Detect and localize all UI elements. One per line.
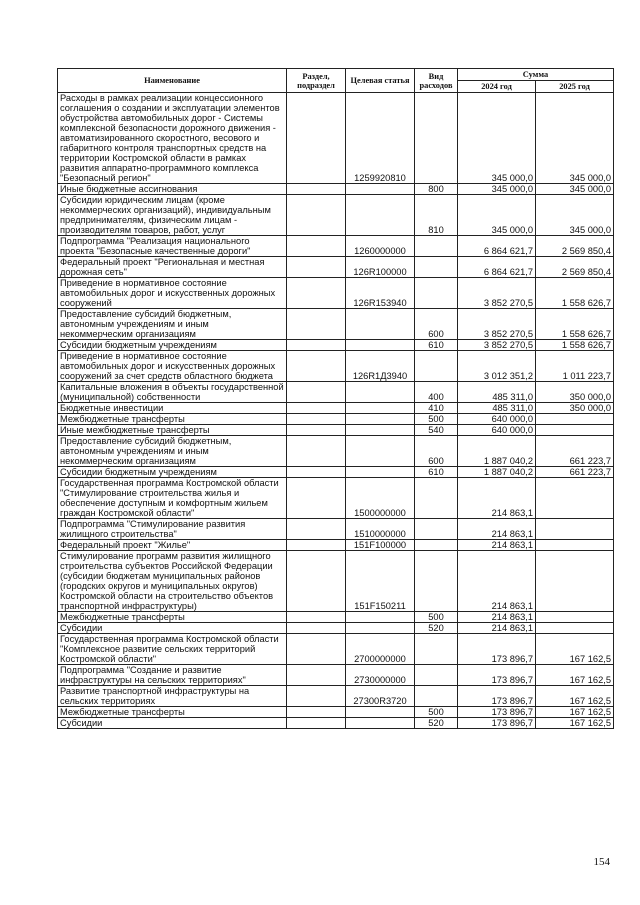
row-expense-type: 500 — [415, 612, 458, 623]
row-sum-2024: 214 863,1 — [458, 612, 536, 623]
table-row — [58, 340, 614, 351]
table-row — [58, 612, 614, 623]
row-sum-2024: 214 863,1 — [458, 623, 536, 634]
row-name: Межбюджетные трансферты — [58, 414, 287, 425]
table-header — [58, 69, 614, 93]
row-expense-type: 500 — [415, 414, 458, 425]
table-row — [58, 278, 614, 309]
row-target — [346, 403, 415, 414]
row-sum-2024: 214 863,1 — [458, 478, 536, 519]
row-name: Субсидии — [58, 718, 287, 729]
table-row — [58, 351, 614, 382]
row-name: Межбюджетные трансферты — [58, 707, 287, 718]
row-sum-2025: 1 558 626,7 — [536, 278, 614, 309]
row-target — [346, 382, 415, 403]
row-section — [287, 351, 346, 382]
row-sum-2025: 1 558 626,7 — [536, 340, 614, 351]
row-section — [287, 184, 346, 195]
row-section — [287, 467, 346, 478]
row-name: Бюджетные инвестиции — [58, 403, 287, 414]
table-row — [58, 686, 614, 707]
row-expense-type: 540 — [415, 425, 458, 436]
row-sum-2024: 3 852 270,5 — [458, 278, 536, 309]
row-name: Подпрограмма "Стимулирование развития жилищного строительства" — [58, 519, 287, 540]
row-target — [346, 425, 415, 436]
row-sum-2025: 345 000,0 — [536, 195, 614, 236]
row-target — [346, 340, 415, 351]
row-name: Подпрограмма "Создание и развитие инфраструктуры на сельских территориях" — [58, 665, 287, 686]
table-row — [58, 414, 614, 425]
row-target — [346, 707, 415, 718]
row-section — [287, 195, 346, 236]
row-section — [287, 686, 346, 707]
table-row — [58, 382, 614, 403]
row-sum-2024: 640 000,0 — [458, 414, 536, 425]
row-name: Субсидии юридическим лицам (кроме некоммерческих организаций), индивидуальным предпринимателям, физическим лицам - производителям товаров, работ, услуг — [58, 195, 287, 236]
row-expense-type: 410 — [415, 403, 458, 414]
row-sum-2025: 350 000,0 — [536, 382, 614, 403]
row-sum-2025: 167 162,5 — [536, 686, 614, 707]
row-expense-type: 810 — [415, 195, 458, 236]
table-row — [58, 478, 614, 519]
row-target — [346, 195, 415, 236]
row-expense-type — [415, 634, 458, 665]
row-sum-2024: 6 864 621,7 — [458, 257, 536, 278]
row-sum-2025: 1 011 223,7 — [536, 351, 614, 382]
row-section — [287, 634, 346, 665]
row-expense-type: 610 — [415, 340, 458, 351]
row-sum-2024: 173 896,7 — [458, 665, 536, 686]
row-section — [287, 519, 346, 540]
row-section — [287, 278, 346, 309]
row-section — [287, 718, 346, 729]
row-sum-2025: 2 569 850,4 — [536, 236, 614, 257]
row-target: 126R1Д3940 — [346, 351, 415, 382]
budget-table — [57, 68, 614, 729]
row-target: 2700000000 — [346, 634, 415, 665]
row-sum-2024: 173 896,7 — [458, 718, 536, 729]
row-target: 151F100000 — [346, 540, 415, 551]
row-target: 1510000000 — [346, 519, 415, 540]
row-target: 27300R3720 — [346, 686, 415, 707]
row-expense-type: 600 — [415, 309, 458, 340]
row-sum-2024: 3 012 351,2 — [458, 351, 536, 382]
row-target — [346, 184, 415, 195]
row-name: Иные межбюджетные трансферты — [58, 425, 287, 436]
header-year-2024: 2024 год — [458, 81, 536, 93]
row-target: 1259920810 — [346, 93, 415, 184]
header-target: Целевая статья — [346, 69, 415, 93]
table-row — [58, 425, 614, 436]
row-sum-2025 — [536, 414, 614, 425]
row-sum-2025: 167 162,5 — [536, 707, 614, 718]
row-sum-2024: 214 863,1 — [458, 551, 536, 612]
row-target: 126R100000 — [346, 257, 415, 278]
row-section — [287, 340, 346, 351]
row-target — [346, 623, 415, 634]
row-expense-type: 520 — [415, 718, 458, 729]
row-sum-2024: 6 864 621,7 — [458, 236, 536, 257]
row-expense-type — [415, 257, 458, 278]
row-name: Подпрограмма "Реализация национального проекта "Безопасные качественные дороги" — [58, 236, 287, 257]
row-sum-2025: 661 223,7 — [536, 467, 614, 478]
row-target — [346, 414, 415, 425]
row-section — [287, 707, 346, 718]
row-sum-2024: 3 852 270,5 — [458, 340, 536, 351]
table-row — [58, 634, 614, 665]
row-sum-2025: 345 000,0 — [536, 93, 614, 184]
header-year-2025: 2025 год — [536, 81, 614, 93]
row-section — [287, 403, 346, 414]
row-target — [346, 309, 415, 340]
row-expense-type — [415, 665, 458, 686]
row-name: Приведение в нормативное состояние автомобильных дорог и искусственных дорожных сооружений — [58, 278, 287, 309]
row-target: 126R153940 — [346, 278, 415, 309]
table-row — [58, 257, 614, 278]
table-row — [58, 309, 614, 340]
row-target: 2730000000 — [346, 665, 415, 686]
row-expense-type — [415, 478, 458, 519]
row-sum-2025: 345 000,0 — [536, 184, 614, 195]
row-name: Государственная программа Костромской области "Стимулирование строительства жилья и обеспечение доступным и комфортным жильем граждан Костромской области" — [58, 478, 287, 519]
table-body — [58, 93, 614, 729]
row-sum-2024: 173 896,7 — [458, 686, 536, 707]
row-sum-2024: 345 000,0 — [458, 195, 536, 236]
row-name: Иные бюджетные ассигнования — [58, 184, 287, 195]
row-name: Федеральный проект "Региональная и местная дорожная сеть" — [58, 257, 287, 278]
row-section — [287, 540, 346, 551]
row-sum-2024: 485 311,0 — [458, 403, 536, 414]
row-sum-2024: 640 000,0 — [458, 425, 536, 436]
row-name: Государственная программа Костромской области "Комплексное развитие сельских территорий Костромской области" — [58, 634, 287, 665]
row-name: Стимулирование программ развития жилищного строительства субъектов Российской Федерации (субсидии бюджетам муниципальных районов (городских округов и муниципальных округов) Костромской области на строительство объектов транспортной инфраструктуры) — [58, 551, 287, 612]
table-row — [58, 665, 614, 686]
row-section — [287, 665, 346, 686]
row-sum-2024: 173 896,7 — [458, 634, 536, 665]
table-row — [58, 707, 614, 718]
row-sum-2024: 345 000,0 — [458, 184, 536, 195]
row-expense-type: 520 — [415, 623, 458, 634]
table-row — [58, 436, 614, 467]
row-name: Субсидии бюджетным учреждениям — [58, 467, 287, 478]
row-sum-2025 — [536, 551, 614, 612]
row-expense-type — [415, 551, 458, 612]
row-sum-2024: 485 311,0 — [458, 382, 536, 403]
header-name: Наименование — [58, 69, 287, 93]
row-target — [346, 718, 415, 729]
row-sum-2025 — [536, 519, 614, 540]
row-sum-2024: 345 000,0 — [458, 93, 536, 184]
row-sum-2024: 214 863,1 — [458, 519, 536, 540]
row-expense-type — [415, 278, 458, 309]
row-section — [287, 551, 346, 612]
row-name: Субсидии бюджетным учреждениям — [58, 340, 287, 351]
row-name: Предоставление субсидий бюджетным, автономным учреждениям и иным некоммерческим организациям — [58, 436, 287, 467]
header-section: Раздел, подраздел — [287, 69, 346, 93]
row-expense-type — [415, 93, 458, 184]
row-sum-2025 — [536, 425, 614, 436]
table-row — [58, 195, 614, 236]
row-section — [287, 478, 346, 519]
table-row — [58, 403, 614, 414]
row-sum-2025: 167 162,5 — [536, 634, 614, 665]
table-row — [58, 718, 614, 729]
row-sum-2025 — [536, 612, 614, 623]
row-expense-type: 400 — [415, 382, 458, 403]
row-target — [346, 436, 415, 467]
row-name: Федеральный проект "Жилье" — [58, 540, 287, 551]
row-sum-2025: 167 162,5 — [536, 665, 614, 686]
page-number: 154 — [593, 856, 610, 868]
table-row — [58, 623, 614, 634]
row-target — [346, 612, 415, 623]
header-sum: Сумма — [458, 69, 614, 81]
row-expense-type — [415, 686, 458, 707]
row-name: Межбюджетные трансферты — [58, 612, 287, 623]
row-target: 1500000000 — [346, 478, 415, 519]
row-section — [287, 257, 346, 278]
table-row — [58, 236, 614, 257]
row-section — [287, 436, 346, 467]
row-name: Развитие транспортной инфраструктуры на сельских территориях — [58, 686, 287, 707]
row-name: Расходы в рамках реализации концессионного соглашения о создании и эксплуатации элементов обустройства автомобильных дорог - Системы комплексной безопасности дорожного движения - автоматизированного скоростного, весового и габаритного контроля транспортных средств на территории Костромской области в рамках развития аппаратно-программного комплекса "Безопасный регион" — [58, 93, 287, 184]
row-sum-2025: 167 162,5 — [536, 718, 614, 729]
row-name: Приведение в нормативное состояние автомобильных дорог и искусственных дорожных сооружений за счет средств областного бюджета — [58, 351, 287, 382]
row-sum-2025: 350 000,0 — [536, 403, 614, 414]
row-expense-type — [415, 351, 458, 382]
row-expense-type: 800 — [415, 184, 458, 195]
row-section — [287, 236, 346, 257]
row-expense-type — [415, 540, 458, 551]
row-section — [287, 382, 346, 403]
row-expense-type — [415, 519, 458, 540]
row-name: Капитальные вложения в объекты государственной (муниципальной) собственности — [58, 382, 287, 403]
row-sum-2025: 2 569 850,4 — [536, 257, 614, 278]
row-sum-2025 — [536, 623, 614, 634]
row-sum-2024: 1 887 040,2 — [458, 436, 536, 467]
row-sum-2025: 1 558 626,7 — [536, 309, 614, 340]
row-section — [287, 414, 346, 425]
table-row — [58, 467, 614, 478]
row-section — [287, 612, 346, 623]
row-expense-type: 610 — [415, 467, 458, 478]
row-sum-2024: 214 863,1 — [458, 540, 536, 551]
row-sum-2025 — [536, 478, 614, 519]
row-name: Предоставление субсидий бюджетным, автономным учреждениям и иным некоммерческим организациям — [58, 309, 287, 340]
table-row — [58, 184, 614, 195]
header-expense-type: Вид расходов — [415, 69, 458, 93]
row-expense-type: 600 — [415, 436, 458, 467]
table-row — [58, 551, 614, 612]
row-section — [287, 309, 346, 340]
row-name: Субсидии — [58, 623, 287, 634]
row-sum-2025 — [536, 540, 614, 551]
row-sum-2024: 1 887 040,2 — [458, 467, 536, 478]
row-sum-2025: 661 223,7 — [536, 436, 614, 467]
row-target: 151F150211 — [346, 551, 415, 612]
row-section — [287, 425, 346, 436]
row-expense-type — [415, 236, 458, 257]
table-row — [58, 540, 614, 551]
row-target — [346, 467, 415, 478]
row-target: 1260000000 — [346, 236, 415, 257]
row-section — [287, 623, 346, 634]
row-sum-2024: 173 896,7 — [458, 707, 536, 718]
row-expense-type: 500 — [415, 707, 458, 718]
table-row — [58, 93, 614, 184]
row-section — [287, 93, 346, 184]
row-sum-2024: 3 852 270,5 — [458, 309, 536, 340]
table-row — [58, 519, 614, 540]
